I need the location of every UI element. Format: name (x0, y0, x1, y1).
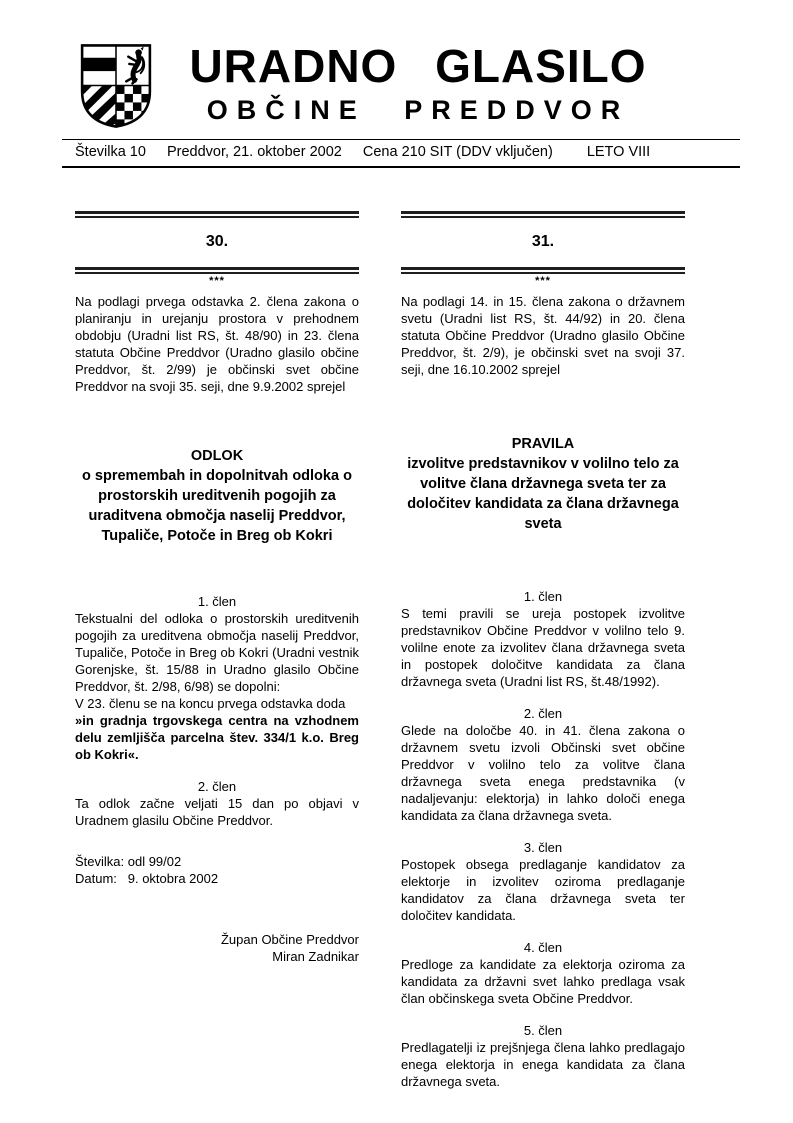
rules-title-word: PRAVILA (511, 436, 575, 452)
article-paragraph: Postopek obsega predlaganje kandidatov za elektorje in izvolitev oziroma predlaganje kandidatov za člana državnega sveta ter določitev kandidata. (401, 857, 685, 923)
article-1 (401, 588, 685, 690)
two-column-body (75, 205, 685, 1090)
article-4 (401, 939, 685, 1007)
decree-title (75, 446, 359, 546)
volume-year: LETO VIII (586, 144, 651, 160)
decree-title-word: ODLOK (190, 448, 244, 464)
right-column (401, 205, 685, 1090)
masthead-titles (154, 40, 682, 125)
gazette-title: URADNO GLASILO (189, 40, 647, 92)
article-heading: 5. člen (523, 1023, 563, 1038)
section-number-31: 31. (531, 233, 555, 250)
signature-name: Miran Zadnikar (272, 949, 359, 964)
article-paragraph-bold: »in gradnja trgovskega centra na vzhodnem delu zemljišča parcelna štev. 334/1 k.o. Breg ob Kokri«. (75, 713, 359, 762)
double-rule (401, 211, 685, 218)
reference-block (75, 853, 359, 887)
gazette-subtitle: OBČINE PREDDVOR (206, 95, 630, 125)
article-heading: 4. člen (523, 940, 563, 955)
article-heading: 3. člen (523, 840, 563, 855)
reference-number: Številka: odl 99/02 (75, 854, 182, 869)
place-and-date: Preddvor, 21. oktober 2002 (166, 144, 342, 160)
article-paragraph: Tekstualni del odloka o prostorskih ureditvenih pogojih za ureditvena območja naselij Preddvor, Tupaliče, Potoče in Breg ob Kokri (Uradni vestnik Gorenjske, št. 15/88 in Uradno glasilo Občine Preddvor, št. 2/98, 6/98) se dopolni: (75, 611, 359, 694)
price: Cena 210 SIT (DDV vključen) (362, 144, 553, 160)
article-paragraph: Ta odlok začne veljati 15 dan po objavi v Uradnem glasilu Občine Preddvor. (75, 796, 359, 828)
double-rule (75, 211, 359, 218)
article-5 (401, 1022, 685, 1090)
masthead (78, 40, 682, 130)
article-heading: 2. člen (523, 706, 563, 721)
article-heading: 1. člen (197, 594, 237, 609)
article-paragraph: Glede na določbe 40. in 41. člena zakona o državnem svetu izvoli Občinski svet občine Preddvor v volilno telo za volitve člana državnega sveta enega predstavnika (v nadaljevanju: elektorja) in lahko določi enega kandidata za člana državnega sveta. (401, 723, 685, 823)
double-rule (75, 267, 359, 274)
reference-date: Datum: 9. oktobra 2002 (75, 871, 219, 886)
stars-separator: *** (535, 275, 551, 287)
article-paragraph: S temi pravili se ureja postopek izvolitve predstavnikov Občine Preddvor v volilno telo 9. volilne enote za izvolitev člana državnega sveta in postopek določitve kandidata za člana državnega sveta (Uradni list RS, št.48/1992). (401, 606, 685, 689)
article-heading: 2. člen (197, 779, 237, 794)
article-paragraph: V 23. členu se na koncu prvega odstavka doda (75, 696, 346, 711)
decree-title-subject: o spremembah in dopolnitvah odloka o prostorskih ureditvenih pogojih za uraditvena območja naselij Preddvor, Tupaliče, Potoče in Breg ob Kokri (82, 468, 352, 544)
signature-block (75, 931, 359, 965)
signature-role: Župan Občine Preddvor (220, 932, 359, 947)
rules-title (401, 434, 685, 534)
article-paragraph: Predlagatelji iz prejšnjega člena lahko predlagajo enega elektorja in enega kandidata za člana državnega sveta. (401, 1040, 685, 1089)
article-3 (401, 839, 685, 924)
preamble-paragraph: Na podlagi prvega odstavka 2. člena zakona o planiranju in urejanju prostora v prehodnem obdobju (Uradni list RS, št. 48/90) in 23. člena statuta Občine Preddvor (Uradno glasilo občine Preddvor, št. 2/99) je občinski svet občine Preddvor na svoji 35. seji, dne 9.9.2002 sprejel (75, 294, 359, 394)
left-column (75, 205, 359, 1090)
stars-separator: *** (209, 275, 225, 287)
section-number-30: 30. (205, 233, 229, 250)
municipal-coat-of-arms-icon (78, 42, 154, 130)
article-2 (401, 705, 685, 824)
article-1 (75, 593, 359, 763)
double-rule (401, 267, 685, 274)
issue-number: Številka 10 (75, 144, 146, 160)
article-paragraph: Predloge za kandidate za elektorja oziroma za kandidata za državni svet lahko predlaga vsak član občinskega sveta Občine Preddvor. (401, 957, 685, 1006)
article-2 (75, 778, 359, 829)
preamble-paragraph: Na podlagi 14. in 15. člena zakona o državnem svetu (Uradni list RS, št. 44/92) in 20. člena statuta Občine Preddvor (Uradno glasilo Občine Preddvor, št. 2/9), je občinski svet na svoji 37. seji, dne 16.10.2002 sprejel (401, 294, 685, 377)
article-heading: 1. člen (523, 589, 563, 604)
rules-title-subject: izvolitve predstavnikov v volilno telo za volitve člana državnega sveta ter za določitev kandidata za člana državnega sveta (407, 456, 679, 532)
issue-info-bar (62, 139, 740, 168)
